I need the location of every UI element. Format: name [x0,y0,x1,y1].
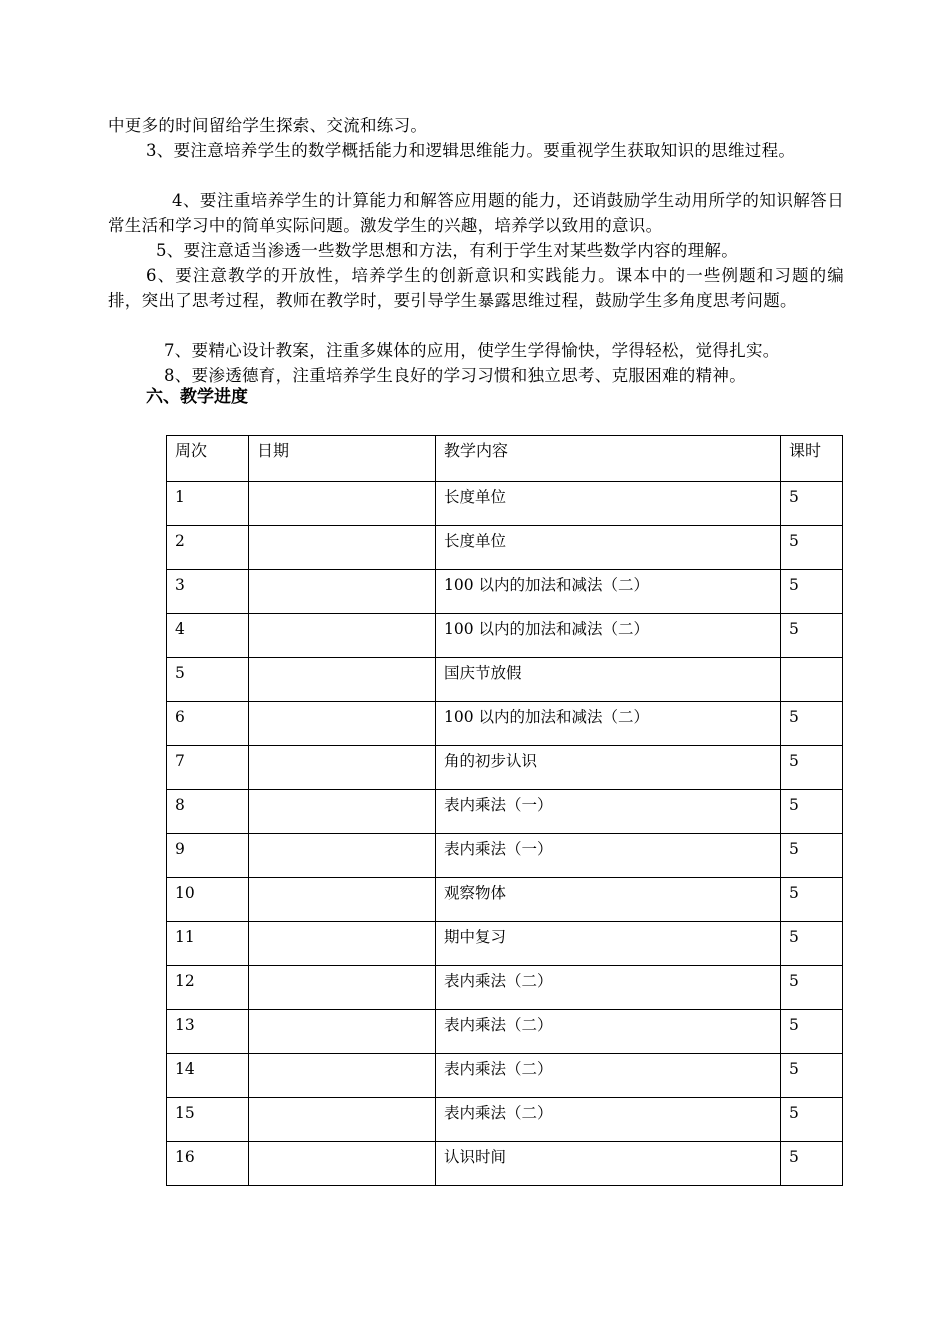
cell-hours: 5 [781,878,843,922]
cell-hours: 5 [781,834,843,878]
cell-date [249,526,436,570]
cell-content: 表内乘法（二） [436,1010,781,1054]
cell-week: 6 [167,702,249,746]
header-week: 周次 [167,436,249,482]
cell-content: 100 以内的加法和减法（二） [436,702,781,746]
cell-date [249,922,436,966]
table-header-row [167,436,843,482]
table-row [167,966,843,1010]
cell-date [249,570,436,614]
cell-date [249,878,436,922]
paragraph-item-4: 4、要注重培养学生的计算能力和解答应用题的能力，还诮鼓励学生动用所学的知识解答日常生活和学习中的简单实际问题。激发学生的兴趣，培养学以致用的意识。 [108,191,844,235]
cell-week: 2 [167,526,249,570]
cell-content: 表内乘法（一） [436,834,781,878]
cell-week: 5 [167,658,249,702]
table-row [167,790,843,834]
header-hours: 课时 [781,436,843,482]
cell-week: 12 [167,966,249,1010]
cell-hours: 5 [781,702,843,746]
table-row [167,570,843,614]
table-row [167,922,843,966]
paragraph-item-5: 5、要注意适当渗透一些数学思想和方法，有利于学生对某些数学内容的理解。 [156,241,738,260]
paragraph-item-7: 7、要精心设计教案，注重多媒体的应用，使学生学得愉快，学得轻松，觉得扎实。 [164,341,780,360]
cell-week: 14 [167,1054,249,1098]
paragraph-continuation: 中更多的时间留给学生探索、交流和练习。 [108,116,428,135]
cell-hours: 5 [781,746,843,790]
cell-week: 13 [167,1010,249,1054]
cell-week: 15 [167,1098,249,1142]
cell-content: 观察物体 [436,878,781,922]
cell-date [249,746,436,790]
cell-week: 3 [167,570,249,614]
paragraph-item-3: 3、要注意培养学生的数学概括能力和逻辑思维能力。要重视学生获取知识的思维过程。 [146,141,796,160]
cell-hours: 5 [781,790,843,834]
table-row [167,1098,843,1142]
table-row [167,878,843,922]
cell-content: 表内乘法（二） [436,1098,781,1142]
cell-content: 100 以内的加法和减法（二） [436,570,781,614]
cell-date [249,966,436,1010]
cell-week: 8 [167,790,249,834]
cell-date [249,702,436,746]
cell-week: 4 [167,614,249,658]
cell-hours: 5 [781,1098,843,1142]
cell-week: 10 [167,878,249,922]
teaching-schedule-table [166,435,843,1186]
cell-date [249,482,436,526]
cell-content: 期中复习 [436,922,781,966]
cell-hours: 5 [781,526,843,570]
cell-date [249,614,436,658]
table-row [167,746,843,790]
cell-hours: 5 [781,1142,843,1186]
cell-hours: 5 [781,570,843,614]
cell-hours: 5 [781,922,843,966]
cell-content: 长度单位 [436,482,781,526]
cell-hours: 5 [781,482,843,526]
cell-week: 1 [167,482,249,526]
header-content: 教学内容 [436,436,781,482]
cell-week: 9 [167,834,249,878]
table-row [167,1054,843,1098]
table-row [167,1142,843,1186]
table-row [167,614,843,658]
cell-content: 表内乘法（二） [436,966,781,1010]
cell-date [249,834,436,878]
cell-content: 认识时间 [436,1142,781,1186]
cell-content: 国庆节放假 [436,658,781,702]
cell-content: 长度单位 [436,526,781,570]
cell-hours: 5 [781,1054,843,1098]
cell-week: 11 [167,922,249,966]
cell-hours: 5 [781,614,843,658]
table-row [167,526,843,570]
cell-date [249,1142,436,1186]
cell-date [249,790,436,834]
cell-date [249,1010,436,1054]
table-row [167,834,843,878]
table-row [167,482,843,526]
cell-content: 表内乘法（二） [436,1054,781,1098]
table-row [167,702,843,746]
cell-content: 100 以内的加法和减法（二） [436,614,781,658]
paragraph-item-6: 6、要注意教学的开放性，培养学生的创新意识和实践能力。课本中的一些例题和习题的编排，突出了思考过程，教师在教学时，要引导学生暴露思维过程，鼓励学生多角度思考问题。 [108,266,844,310]
cell-hours: 5 [781,1010,843,1054]
cell-week: 16 [167,1142,249,1186]
cell-content: 角的初步认识 [436,746,781,790]
cell-hours [781,658,843,702]
table-row [167,658,843,702]
cell-week: 7 [167,746,249,790]
cell-content: 表内乘法（一） [436,790,781,834]
table-row [167,1010,843,1054]
header-date: 日期 [249,436,436,482]
cell-date [249,658,436,702]
cell-date [249,1054,436,1098]
paragraph-item-8: 8、要渗透德育，注重培养学生良好的学习习惯和独立思考、克服困难的精神。 [164,366,746,385]
section-heading: 六、教学进度 [146,387,248,407]
cell-date [249,1098,436,1142]
cell-hours: 5 [781,966,843,1010]
